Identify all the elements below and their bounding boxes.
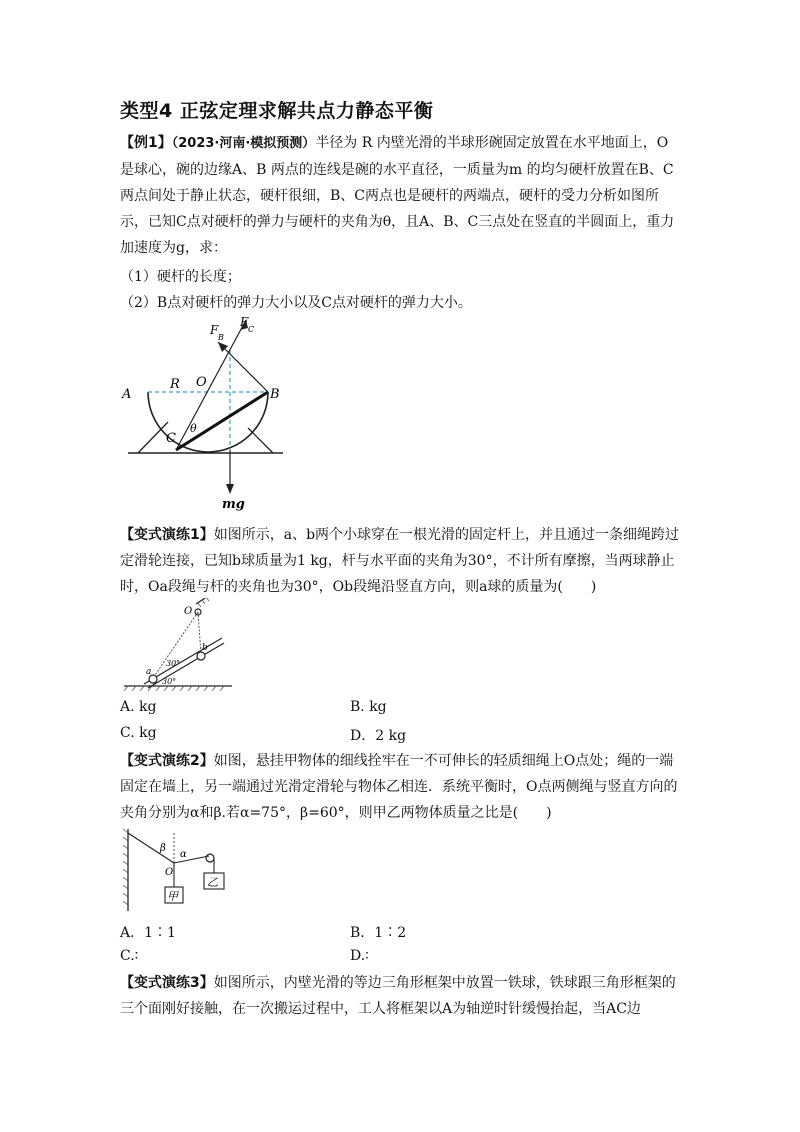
incline-balls-figure (122, 598, 242, 692)
practice3-label: 【变式演练3】 (120, 975, 214, 991)
label-mg: mg (222, 497, 245, 512)
practice1-option-c[interactable]: C. kg (120, 725, 157, 741)
label-FB: F (210, 323, 219, 337)
label-C: C (166, 431, 176, 446)
practice2-text: 如图，悬挂甲物体的细线拴牢在一不可伸长的轻质细绳上O点处；绳的一端固定在墙上，另一端通过光滑定滑轮与物体乙相连．系统平衡时，O点两侧绳与竖直方向的夹角分别为α和β.若α=75°，β=60°，则甲乙两物体质量之比是( ) (120, 753, 678, 821)
bowl-rod-figure (118, 310, 288, 520)
label-yi: 乙 (207, 876, 218, 889)
label-A: A (122, 387, 132, 402)
example1-text: 半径为 R 内壁光滑的半球形碗固定放置在水平地面上，O 是球心，碗的边缘A、B 两点的连线是碗的水平直径，一质量为m 的均匀硬杆放置在B、C 两点间处于静止状态，硬杆很细，B、C两点也是硬杆的两端点，硬杆的受力分析如图所示，已知C点对硬杆的弹力与硬杆的夹角为θ，且A、B、C三点处在竖直的半圆面上，重力加速度为g，求： (120, 135, 675, 256)
label-ball-b: b (202, 643, 208, 653)
label-angle-incline: 30° (162, 677, 177, 686)
practice3-paragraph (120, 970, 680, 1022)
practice1-text: 如图所示，a、b两个小球穿在一根光滑的固定杆上，并且通过一条细绳跨过定滑轮连接，已知b球质量为1 kg，杆与水平面的夹角为30°，不计所有摩擦，当两球静止时，Oa段绳与杆的夹角也为30°，Ob段绳沿竖直方向，则a球的质量为( ) (120, 527, 680, 595)
practice2-label: 【变式演练2】 (120, 753, 214, 769)
label-FC: F (240, 315, 249, 329)
practice1-label: 【变式演练1】 (120, 527, 214, 543)
practice3-text: 如图所示，内壁光滑的等边三角形框架中放置一铁球，铁球跟三角形框架的三个面刚好接触，在一次搬运过程中，工人将框架以A为轴逆时针缓慢抬起，当AC边 (120, 975, 676, 1017)
label-O: O (196, 375, 207, 390)
practice2-paragraph (120, 748, 680, 826)
label-B: B (270, 387, 280, 402)
practice1-option-b[interactable]: B. kg (350, 699, 387, 715)
label-R: R (170, 377, 180, 392)
example1-paragraph (120, 130, 680, 261)
label-ball-a: a (146, 667, 152, 677)
example1-question-1: （1）硬杆的长度； (120, 269, 241, 285)
knot-pulley-figure (120, 825, 230, 915)
label-angle-rope: 30° (166, 659, 181, 668)
label-jia: 甲 (167, 890, 178, 903)
practice2-option-a[interactable]: A．1∶1 (120, 925, 176, 941)
label-knot-O: O (165, 867, 174, 878)
example1-question-2: （2）B点对硬杆的弹力大小以及C点对硬杆的弹力大小。 (120, 295, 472, 311)
practice2-option-c[interactable]: C.∶ (120, 948, 139, 964)
practice1-paragraph (120, 522, 680, 600)
label-FB-sub: B (218, 333, 224, 342)
label-pulley-O: O (184, 606, 193, 617)
section-heading: 类型4 正弦定理求解共点力静态平衡 (120, 100, 434, 122)
example1-source: （2023·河南·模拟预测） (171, 136, 316, 151)
practice2-option-b[interactable]: B．1∶2 (350, 925, 407, 941)
label-alpha: α (180, 849, 187, 860)
label-FC-sub: C (248, 325, 255, 334)
practice1-option-d[interactable]: D．2 kg (350, 728, 407, 744)
label-beta: β (160, 843, 166, 854)
label-theta: θ (190, 422, 197, 435)
practice2-option-d[interactable]: D.∶ (350, 948, 369, 964)
example1-label: 【例1】 (120, 135, 172, 151)
practice1-option-a[interactable]: A. kg (120, 699, 157, 715)
